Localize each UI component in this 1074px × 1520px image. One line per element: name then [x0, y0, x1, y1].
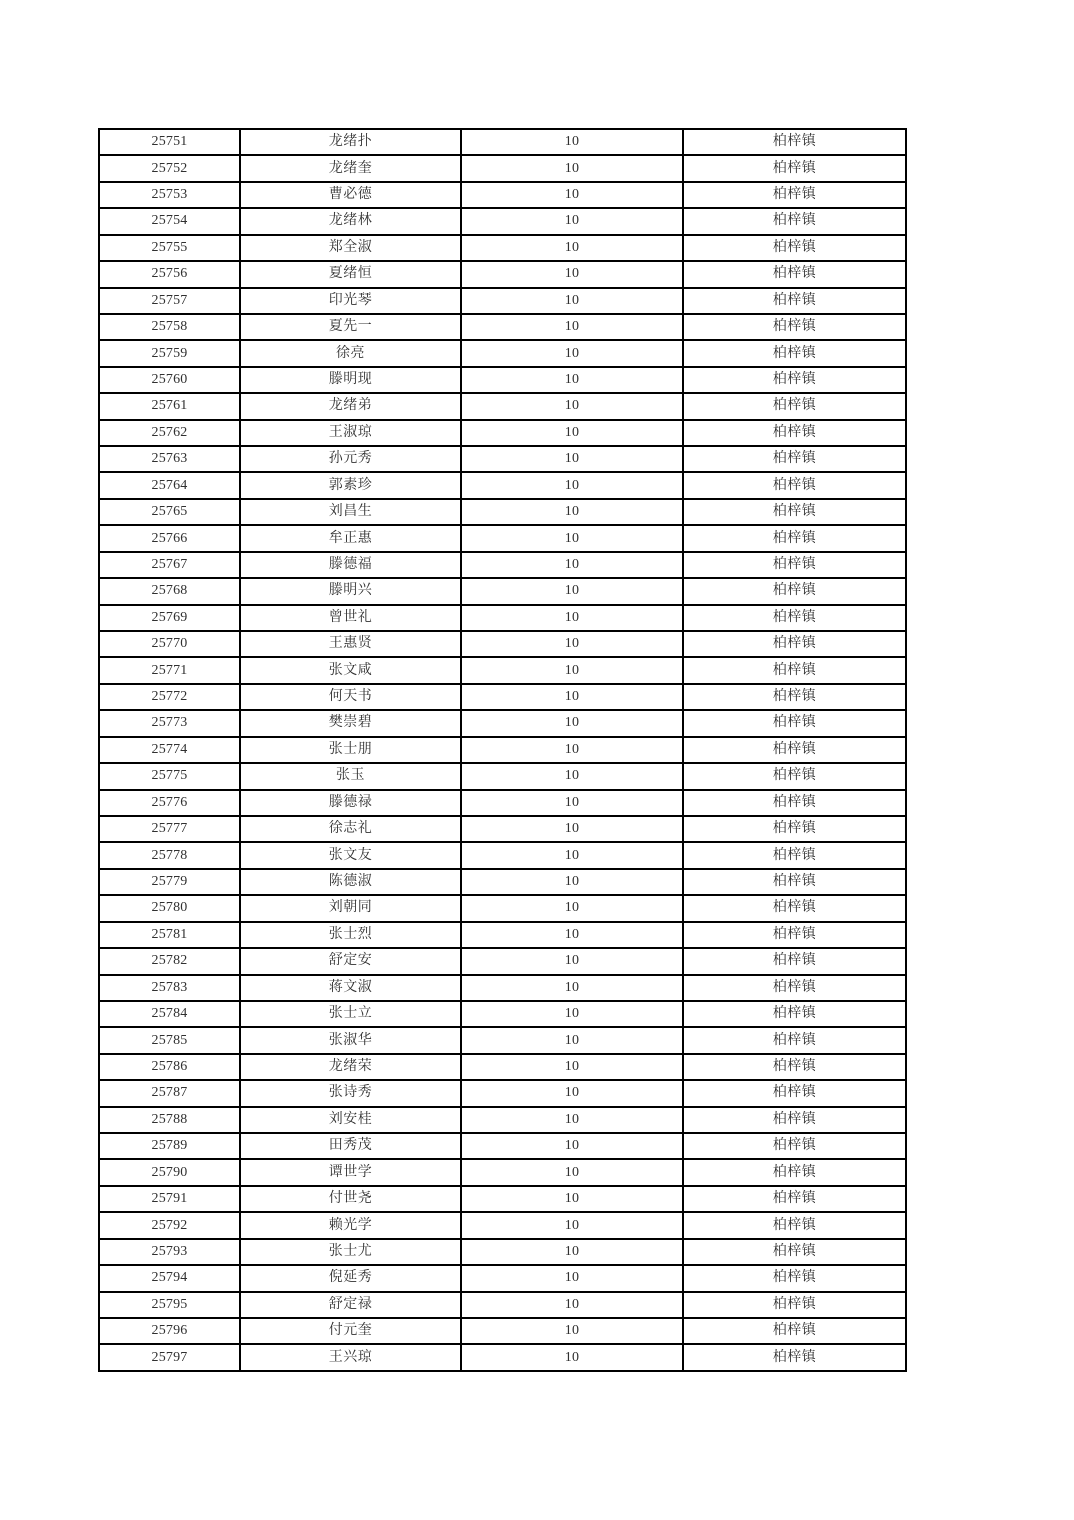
table-row [99, 525, 906, 551]
serial-number-cell: 25783 [99, 975, 240, 1001]
person-name-cell: 张文咸 [240, 657, 461, 683]
amount-cell: 10 [461, 710, 683, 736]
person-name-cell: 何天书 [240, 684, 461, 710]
serial-number-cell: 25775 [99, 763, 240, 789]
town-cell: 柏梓镇 [683, 763, 906, 789]
serial-number-cell: 25756 [99, 261, 240, 287]
person-name-cell: 刘朝同 [240, 895, 461, 921]
table-row [99, 420, 906, 446]
serial-number-cell: 25781 [99, 922, 240, 948]
amount-cell: 10 [461, 129, 683, 155]
table-row [99, 842, 906, 868]
amount-cell: 10 [461, 314, 683, 340]
table-row [99, 367, 906, 393]
amount-cell: 10 [461, 1107, 683, 1133]
table-row [99, 472, 906, 498]
table-row [99, 1212, 906, 1238]
person-name-cell: 樊崇碧 [240, 710, 461, 736]
town-cell: 柏梓镇 [683, 842, 906, 868]
table-row [99, 1186, 906, 1212]
serial-number-cell: 25778 [99, 842, 240, 868]
town-cell: 柏梓镇 [683, 314, 906, 340]
person-name-cell: 孙元秀 [240, 446, 461, 472]
amount-cell: 10 [461, 922, 683, 948]
person-name-cell: 张士朋 [240, 737, 461, 763]
table-row [99, 552, 906, 578]
town-cell: 柏梓镇 [683, 816, 906, 842]
town-cell: 柏梓镇 [683, 129, 906, 155]
serial-number-cell: 25793 [99, 1239, 240, 1265]
amount-cell: 10 [461, 1133, 683, 1159]
roster-table-container [98, 128, 905, 1372]
serial-number-cell: 25794 [99, 1265, 240, 1291]
amount-cell: 10 [461, 763, 683, 789]
person-name-cell: 龙绪林 [240, 208, 461, 234]
serial-number-cell: 25755 [99, 235, 240, 261]
town-cell: 柏梓镇 [683, 499, 906, 525]
table-row [99, 499, 906, 525]
serial-number-cell: 25771 [99, 657, 240, 683]
town-cell: 柏梓镇 [683, 710, 906, 736]
table-row [99, 1027, 906, 1053]
amount-cell: 10 [461, 631, 683, 657]
amount-cell: 10 [461, 1001, 683, 1027]
amount-cell: 10 [461, 1212, 683, 1238]
serial-number-cell: 25753 [99, 182, 240, 208]
person-name-cell: 王淑琼 [240, 420, 461, 446]
amount-cell: 10 [461, 578, 683, 604]
town-cell: 柏梓镇 [683, 1344, 906, 1371]
amount-cell: 10 [461, 1239, 683, 1265]
amount-cell: 10 [461, 1054, 683, 1080]
table-row [99, 393, 906, 419]
table-row [99, 710, 906, 736]
amount-cell: 10 [461, 525, 683, 551]
serial-number-cell: 25768 [99, 578, 240, 604]
town-cell: 柏梓镇 [683, 1054, 906, 1080]
serial-number-cell: 25765 [99, 499, 240, 525]
amount-cell: 10 [461, 340, 683, 366]
person-name-cell: 郭素珍 [240, 472, 461, 498]
serial-number-cell: 25759 [99, 340, 240, 366]
town-cell: 柏梓镇 [683, 472, 906, 498]
town-cell: 柏梓镇 [683, 1107, 906, 1133]
town-cell: 柏梓镇 [683, 552, 906, 578]
table-row [99, 1318, 906, 1344]
town-cell: 柏梓镇 [683, 208, 906, 234]
town-cell: 柏梓镇 [683, 869, 906, 895]
town-cell: 柏梓镇 [683, 657, 906, 683]
table-row [99, 1133, 906, 1159]
town-cell: 柏梓镇 [683, 446, 906, 472]
person-name-cell: 夏绪恒 [240, 261, 461, 287]
serial-number-cell: 25780 [99, 895, 240, 921]
town-cell: 柏梓镇 [683, 684, 906, 710]
person-name-cell: 王兴琼 [240, 1344, 461, 1371]
town-cell: 柏梓镇 [683, 895, 906, 921]
table-row [99, 288, 906, 314]
person-name-cell: 蒋文淑 [240, 975, 461, 1001]
town-cell: 柏梓镇 [683, 1239, 906, 1265]
serial-number-cell: 25776 [99, 790, 240, 816]
town-cell: 柏梓镇 [683, 1027, 906, 1053]
town-cell: 柏梓镇 [683, 288, 906, 314]
serial-number-cell: 25788 [99, 1107, 240, 1133]
serial-number-cell: 25784 [99, 1001, 240, 1027]
table-row [99, 261, 906, 287]
person-name-cell: 付世尧 [240, 1186, 461, 1212]
town-cell: 柏梓镇 [683, 1292, 906, 1318]
table-row [99, 1107, 906, 1133]
town-cell: 柏梓镇 [683, 1318, 906, 1344]
amount-cell: 10 [461, 1344, 683, 1371]
amount-cell: 10 [461, 1080, 683, 1106]
person-name-cell: 刘安桂 [240, 1107, 461, 1133]
person-name-cell: 滕德禄 [240, 790, 461, 816]
serial-number-cell: 25773 [99, 710, 240, 736]
town-cell: 柏梓镇 [683, 1265, 906, 1291]
person-name-cell: 徐志礼 [240, 816, 461, 842]
person-name-cell: 张士烈 [240, 922, 461, 948]
table-row [99, 790, 906, 816]
amount-cell: 10 [461, 1186, 683, 1212]
table-row [99, 816, 906, 842]
amount-cell: 10 [461, 1159, 683, 1185]
table-row [99, 446, 906, 472]
table-row [99, 948, 906, 974]
town-cell: 柏梓镇 [683, 1186, 906, 1212]
person-name-cell: 张士立 [240, 1001, 461, 1027]
serial-number-cell: 25770 [99, 631, 240, 657]
person-name-cell: 张士尤 [240, 1239, 461, 1265]
town-cell: 柏梓镇 [683, 578, 906, 604]
town-cell: 柏梓镇 [683, 340, 906, 366]
person-name-cell: 舒定安 [240, 948, 461, 974]
amount-cell: 10 [461, 393, 683, 419]
serial-number-cell: 25754 [99, 208, 240, 234]
amount-cell: 10 [461, 288, 683, 314]
town-cell: 柏梓镇 [683, 182, 906, 208]
town-cell: 柏梓镇 [683, 261, 906, 287]
table-row [99, 1265, 906, 1291]
person-name-cell: 郑全淑 [240, 235, 461, 261]
person-name-cell: 曹必德 [240, 182, 461, 208]
serial-number-cell: 25764 [99, 472, 240, 498]
serial-number-cell: 25791 [99, 1186, 240, 1212]
person-name-cell: 滕德福 [240, 552, 461, 578]
town-cell: 柏梓镇 [683, 631, 906, 657]
amount-cell: 10 [461, 235, 683, 261]
serial-number-cell: 25785 [99, 1027, 240, 1053]
person-name-cell: 谭世学 [240, 1159, 461, 1185]
amount-cell: 10 [461, 155, 683, 181]
table-row [99, 340, 906, 366]
serial-number-cell: 25797 [99, 1344, 240, 1371]
town-cell: 柏梓镇 [683, 1159, 906, 1185]
amount-cell: 10 [461, 737, 683, 763]
serial-number-cell: 25760 [99, 367, 240, 393]
serial-number-cell: 25790 [99, 1159, 240, 1185]
amount-cell: 10 [461, 499, 683, 525]
person-name-cell: 滕明现 [240, 367, 461, 393]
amount-cell: 10 [461, 816, 683, 842]
serial-number-cell: 25782 [99, 948, 240, 974]
amount-cell: 10 [461, 367, 683, 393]
town-cell: 柏梓镇 [683, 975, 906, 1001]
table-row [99, 684, 906, 710]
town-cell: 柏梓镇 [683, 525, 906, 551]
amount-cell: 10 [461, 472, 683, 498]
town-cell: 柏梓镇 [683, 737, 906, 763]
table-row [99, 155, 906, 181]
person-name-cell: 龙绪弟 [240, 393, 461, 419]
table-row [99, 1159, 906, 1185]
town-cell: 柏梓镇 [683, 420, 906, 446]
amount-cell: 10 [461, 948, 683, 974]
table-row [99, 182, 906, 208]
roster-table [98, 128, 907, 1372]
table-row [99, 129, 906, 155]
amount-cell: 10 [461, 1318, 683, 1344]
person-name-cell: 龙绪荣 [240, 1054, 461, 1080]
town-cell: 柏梓镇 [683, 1001, 906, 1027]
town-cell: 柏梓镇 [683, 605, 906, 631]
table-row [99, 869, 906, 895]
amount-cell: 10 [461, 657, 683, 683]
town-cell: 柏梓镇 [683, 1080, 906, 1106]
table-row [99, 235, 906, 261]
serial-number-cell: 25763 [99, 446, 240, 472]
table-row [99, 922, 906, 948]
amount-cell: 10 [461, 552, 683, 578]
town-cell: 柏梓镇 [683, 790, 906, 816]
amount-cell: 10 [461, 975, 683, 1001]
person-name-cell: 夏先一 [240, 314, 461, 340]
town-cell: 柏梓镇 [683, 948, 906, 974]
person-name-cell: 龙绪扑 [240, 129, 461, 155]
amount-cell: 10 [461, 182, 683, 208]
table-row [99, 1344, 906, 1371]
person-name-cell: 徐亮 [240, 340, 461, 366]
amount-cell: 10 [461, 420, 683, 446]
table-row [99, 763, 906, 789]
amount-cell: 10 [461, 895, 683, 921]
serial-number-cell: 25779 [99, 869, 240, 895]
serial-number-cell: 25761 [99, 393, 240, 419]
person-name-cell: 张诗秀 [240, 1080, 461, 1106]
serial-number-cell: 25789 [99, 1133, 240, 1159]
serial-number-cell: 25766 [99, 525, 240, 551]
serial-number-cell: 25767 [99, 552, 240, 578]
person-name-cell: 龙绪奎 [240, 155, 461, 181]
table-row [99, 1054, 906, 1080]
table-row [99, 208, 906, 234]
table-row [99, 605, 906, 631]
table-row [99, 975, 906, 1001]
town-cell: 柏梓镇 [683, 155, 906, 181]
table-row [99, 737, 906, 763]
roster-table-body [99, 129, 906, 1371]
person-name-cell: 曾世礼 [240, 605, 461, 631]
table-row [99, 314, 906, 340]
table-row [99, 895, 906, 921]
town-cell: 柏梓镇 [683, 367, 906, 393]
serial-number-cell: 25751 [99, 129, 240, 155]
town-cell: 柏梓镇 [683, 1133, 906, 1159]
town-cell: 柏梓镇 [683, 235, 906, 261]
serial-number-cell: 25787 [99, 1080, 240, 1106]
person-name-cell: 牟正惠 [240, 525, 461, 551]
town-cell: 柏梓镇 [683, 922, 906, 948]
person-name-cell: 王惠贤 [240, 631, 461, 657]
person-name-cell: 张淑华 [240, 1027, 461, 1053]
person-name-cell: 张玉 [240, 763, 461, 789]
serial-number-cell: 25752 [99, 155, 240, 181]
serial-number-cell: 25772 [99, 684, 240, 710]
person-name-cell: 张文友 [240, 842, 461, 868]
amount-cell: 10 [461, 1265, 683, 1291]
amount-cell: 10 [461, 261, 683, 287]
person-name-cell: 印光琴 [240, 288, 461, 314]
amount-cell: 10 [461, 1292, 683, 1318]
serial-number-cell: 25792 [99, 1212, 240, 1238]
amount-cell: 10 [461, 1027, 683, 1053]
town-cell: 柏梓镇 [683, 1212, 906, 1238]
amount-cell: 10 [461, 605, 683, 631]
table-row [99, 631, 906, 657]
person-name-cell: 倪延秀 [240, 1265, 461, 1291]
amount-cell: 10 [461, 208, 683, 234]
person-name-cell: 刘昌生 [240, 499, 461, 525]
amount-cell: 10 [461, 684, 683, 710]
serial-number-cell: 25769 [99, 605, 240, 631]
serial-number-cell: 25774 [99, 737, 240, 763]
table-row [99, 1080, 906, 1106]
serial-number-cell: 25777 [99, 816, 240, 842]
amount-cell: 10 [461, 790, 683, 816]
amount-cell: 10 [461, 842, 683, 868]
table-row [99, 1292, 906, 1318]
amount-cell: 10 [461, 446, 683, 472]
person-name-cell: 田秀茂 [240, 1133, 461, 1159]
serial-number-cell: 25762 [99, 420, 240, 446]
town-cell: 柏梓镇 [683, 393, 906, 419]
person-name-cell: 赖光学 [240, 1212, 461, 1238]
serial-number-cell: 25757 [99, 288, 240, 314]
table-row [99, 1239, 906, 1265]
table-row [99, 657, 906, 683]
serial-number-cell: 25796 [99, 1318, 240, 1344]
person-name-cell: 滕明兴 [240, 578, 461, 604]
table-row [99, 578, 906, 604]
person-name-cell: 陈德淑 [240, 869, 461, 895]
serial-number-cell: 25795 [99, 1292, 240, 1318]
person-name-cell: 舒定禄 [240, 1292, 461, 1318]
person-name-cell: 付元奎 [240, 1318, 461, 1344]
serial-number-cell: 25758 [99, 314, 240, 340]
table-row [99, 1001, 906, 1027]
serial-number-cell: 25786 [99, 1054, 240, 1080]
amount-cell: 10 [461, 869, 683, 895]
